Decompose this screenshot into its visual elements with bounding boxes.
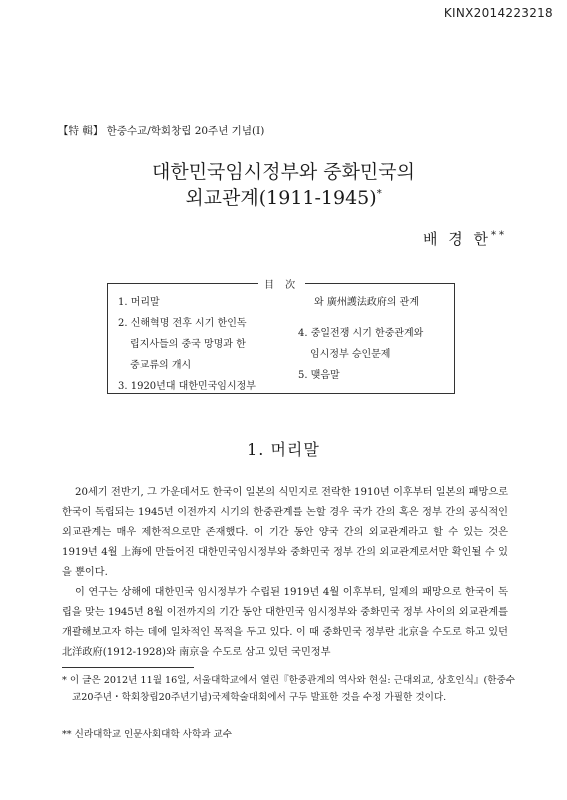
series-label: 【特 輯】 한중수교/학회창립 20주년 기념(Ⅰ): [58, 125, 265, 137]
document-id: KINX2014223218: [443, 6, 553, 20]
author: [423, 228, 507, 249]
toc-item: 와 廣州護法政府의 관계: [314, 297, 419, 308]
title-line-2: [0, 183, 567, 210]
author-name: 배 경 한: [422, 230, 491, 248]
footnote-divider: [62, 667, 194, 668]
section-heading: 1. 머리말: [247, 440, 320, 459]
toc-item: 3. 1920년대 대한민국임시정부: [118, 381, 256, 392]
toc-item: 임시정부 승인문제: [310, 349, 391, 360]
toc-item: 중교류의 개시: [130, 360, 192, 371]
title-line-2-text: 외교관계(1911-1945): [185, 187, 377, 209]
toc-heading: 目 次: [258, 276, 305, 291]
toc-item: 5. 맺음말: [298, 370, 340, 381]
title-footnote-mark: *: [376, 188, 382, 200]
footnote: * 이 글은 2012년 11월 16일, 서울대학교에서 열린『한중관계의 역사와 현실: 근대외교, 상호인식』(한중수교20주년・학회창립20주년기념)국제학술대회에서 구두 발표한 것을 수정 가필한 것이다.: [62, 675, 516, 703]
toc-item: 2. 신해혁명 전후 시기 한인독: [118, 318, 247, 329]
table-of-contents-box: [107, 283, 455, 394]
toc-item: 4. 중일전쟁 시기 한중관계와: [298, 328, 424, 339]
toc-item: 1. 머리말: [118, 297, 160, 308]
toc-item: 립지사들의 중국 망명과 한: [130, 339, 246, 350]
body-paragraph: 20세기 전반기, 그 가운데서도 한국이 일본의 식민지로 전락한 1910년 이후부터 일본의 패망으로 한국이 독립되는 1945년 이전까지 시기의 한중관계를 논할 경우 국가 간의 혹은 정부 간의 공식적인 외교관계는 매우 제한적으로만 존재했다. 이 기간 동안 양국 간의 외교관계라고 할 수 있는 것은 1919년 4월 上海에 만들어진 대한민국임시정부와 중화민국 정부 간의 외교관계로서만 확인될 수 있을 뿐이다.: [62, 487, 508, 578]
footnote: ** 신라대학교 인문사회대학 사학과 교수: [62, 729, 233, 740]
author-footnote-mark: **: [491, 230, 507, 241]
body-paragraph: 이 연구는 상해에 대한민국 임시정부가 수립된 1919년 4월 이후부터, 일제의 패망으로 한국이 독립을 맞는 1945년 8월 이전까지의 기간 동안 대한민국 임시정부와 중화민국 정부 사이의 외교관계를 개괄해보고자 하는 데에 일차적인 목적을 두고 있다. 이 때 중화민국 정부란 北京을 수도로 하고 있던 北洋政府(1912-1928)와 南京을 수도로 삼고 있던 국민정부: [62, 587, 508, 658]
title-line-1: 대한민국임시정부와 중화민국의: [152, 161, 415, 183]
